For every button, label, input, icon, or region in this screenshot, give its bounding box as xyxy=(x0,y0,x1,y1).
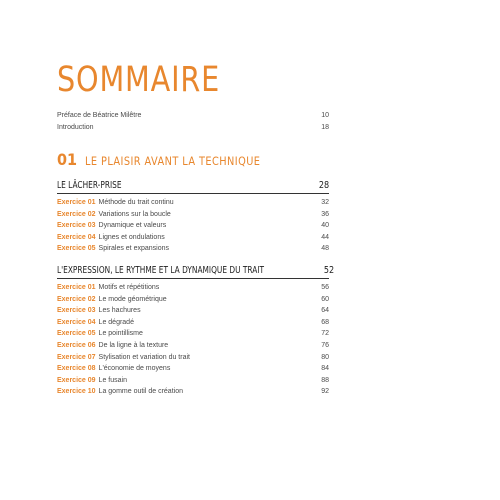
exercise-label: Exercice 01 xyxy=(57,284,96,291)
toc-label: Introduction xyxy=(57,123,94,131)
exercise-label: Exercice 07 xyxy=(57,353,96,361)
exercise-page: 40 xyxy=(321,222,329,230)
exercise-row[interactable] xyxy=(57,220,329,232)
exercise-page: 44 xyxy=(321,233,329,241)
exercise-title: Stylisation et variation du trait xyxy=(98,353,190,361)
exercise-label: Exercice 03 xyxy=(57,307,96,315)
exercise-row[interactable] xyxy=(57,386,329,398)
exercise-row[interactable] xyxy=(57,232,329,244)
exercise-page: 88 xyxy=(321,376,329,384)
exercise-title: Spirales et expansions xyxy=(98,245,169,253)
exercise-title: La gomme outil de création xyxy=(98,388,183,396)
exercise-page: 68 xyxy=(321,318,329,326)
section-number: 01 xyxy=(57,150,78,169)
exercise-row[interactable] xyxy=(57,363,329,375)
exercise-page: 92 xyxy=(321,388,329,396)
toc-row[interactable] xyxy=(57,110,329,122)
exercise-title: Dynamique et valeurs xyxy=(98,222,167,230)
chapter-block xyxy=(57,265,335,398)
exercise-title: Le mode géométrique xyxy=(98,295,167,303)
toc-page: 10 xyxy=(321,112,329,119)
exercise-title: Le fusain xyxy=(98,376,127,384)
toc-row[interactable] xyxy=(57,122,329,134)
section-title: LE PLAISIR AVANT LA TECHNIQUE xyxy=(85,154,261,168)
chapter-block xyxy=(57,180,329,255)
exercise-label: Exercice 01 xyxy=(57,199,96,206)
exercise-title: Lignes et ondulations xyxy=(98,233,165,241)
exercise-list xyxy=(57,282,329,398)
exercise-row[interactable] xyxy=(57,328,329,340)
exercise-label: Exercice 06 xyxy=(57,341,96,349)
exercise-row[interactable] xyxy=(57,294,329,306)
chapter-page: 52 xyxy=(324,265,335,276)
exercise-title: Les hachures xyxy=(98,307,141,315)
exercise-page: 84 xyxy=(321,365,329,373)
exercise-title: Méthode du trait continu xyxy=(98,199,174,206)
exercise-title: Motifs et répétitions xyxy=(98,284,160,291)
exercise-label: Exercice 05 xyxy=(57,330,96,338)
exercise-page: 64 xyxy=(321,307,329,315)
chapter-title: LE LÂCHER-PRISE xyxy=(57,180,122,191)
exercise-row[interactable] xyxy=(57,375,329,387)
exercise-row[interactable] xyxy=(57,197,329,209)
exercise-label: Exercice 03 xyxy=(57,222,96,230)
exercise-label: Exercice 05 xyxy=(57,245,96,253)
exercise-page: 56 xyxy=(321,284,329,291)
exercise-row[interactable] xyxy=(57,317,329,329)
exercise-label: Exercice 10 xyxy=(57,388,96,396)
exercise-row[interactable] xyxy=(57,305,329,317)
chapter-page: 28 xyxy=(318,180,329,191)
chapter-title: L'EXPRESSION, LE RYTHME ET LA DYNAMIQUE DU TRAIT xyxy=(57,265,265,276)
exercise-row[interactable] xyxy=(57,352,329,364)
exercise-title: Le dégradé xyxy=(98,318,134,326)
intro-list xyxy=(57,110,329,133)
exercise-page: 60 xyxy=(321,295,329,303)
exercise-page: 48 xyxy=(321,245,329,253)
exercise-title: Le pointillisme xyxy=(98,330,143,338)
section-heading xyxy=(57,150,292,169)
exercise-label: Exercice 02 xyxy=(57,295,96,303)
exercise-page: 76 xyxy=(321,341,329,349)
exercise-page: 36 xyxy=(321,210,329,218)
exercise-row[interactable] xyxy=(57,282,329,294)
toc-page: 18 xyxy=(321,123,329,131)
exercise-label: Exercice 04 xyxy=(57,318,96,326)
exercise-label: Exercice 02 xyxy=(57,210,96,218)
exercise-row[interactable] xyxy=(57,340,329,352)
exercise-row[interactable] xyxy=(57,209,329,221)
exercise-title: De la ligne à la texture xyxy=(98,341,169,349)
exercise-label: Exercice 09 xyxy=(57,376,96,384)
exercise-list xyxy=(57,197,329,255)
chapter-heading[interactable] xyxy=(57,180,329,194)
exercise-page: 72 xyxy=(321,330,329,338)
toc-label: Préface de Béatrice Milêtre xyxy=(57,112,142,119)
exercise-title: L'économie de moyens xyxy=(98,365,171,373)
exercise-page: 80 xyxy=(321,353,329,361)
exercise-label: Exercice 08 xyxy=(57,365,96,373)
exercise-label: Exercice 04 xyxy=(57,233,96,241)
chapter-heading[interactable] xyxy=(57,265,335,279)
exercise-row[interactable] xyxy=(57,243,329,255)
page-title: SOMMAIRE xyxy=(57,60,221,100)
exercise-title: Variations sur la boucle xyxy=(98,210,171,218)
exercise-page: 32 xyxy=(321,199,329,206)
